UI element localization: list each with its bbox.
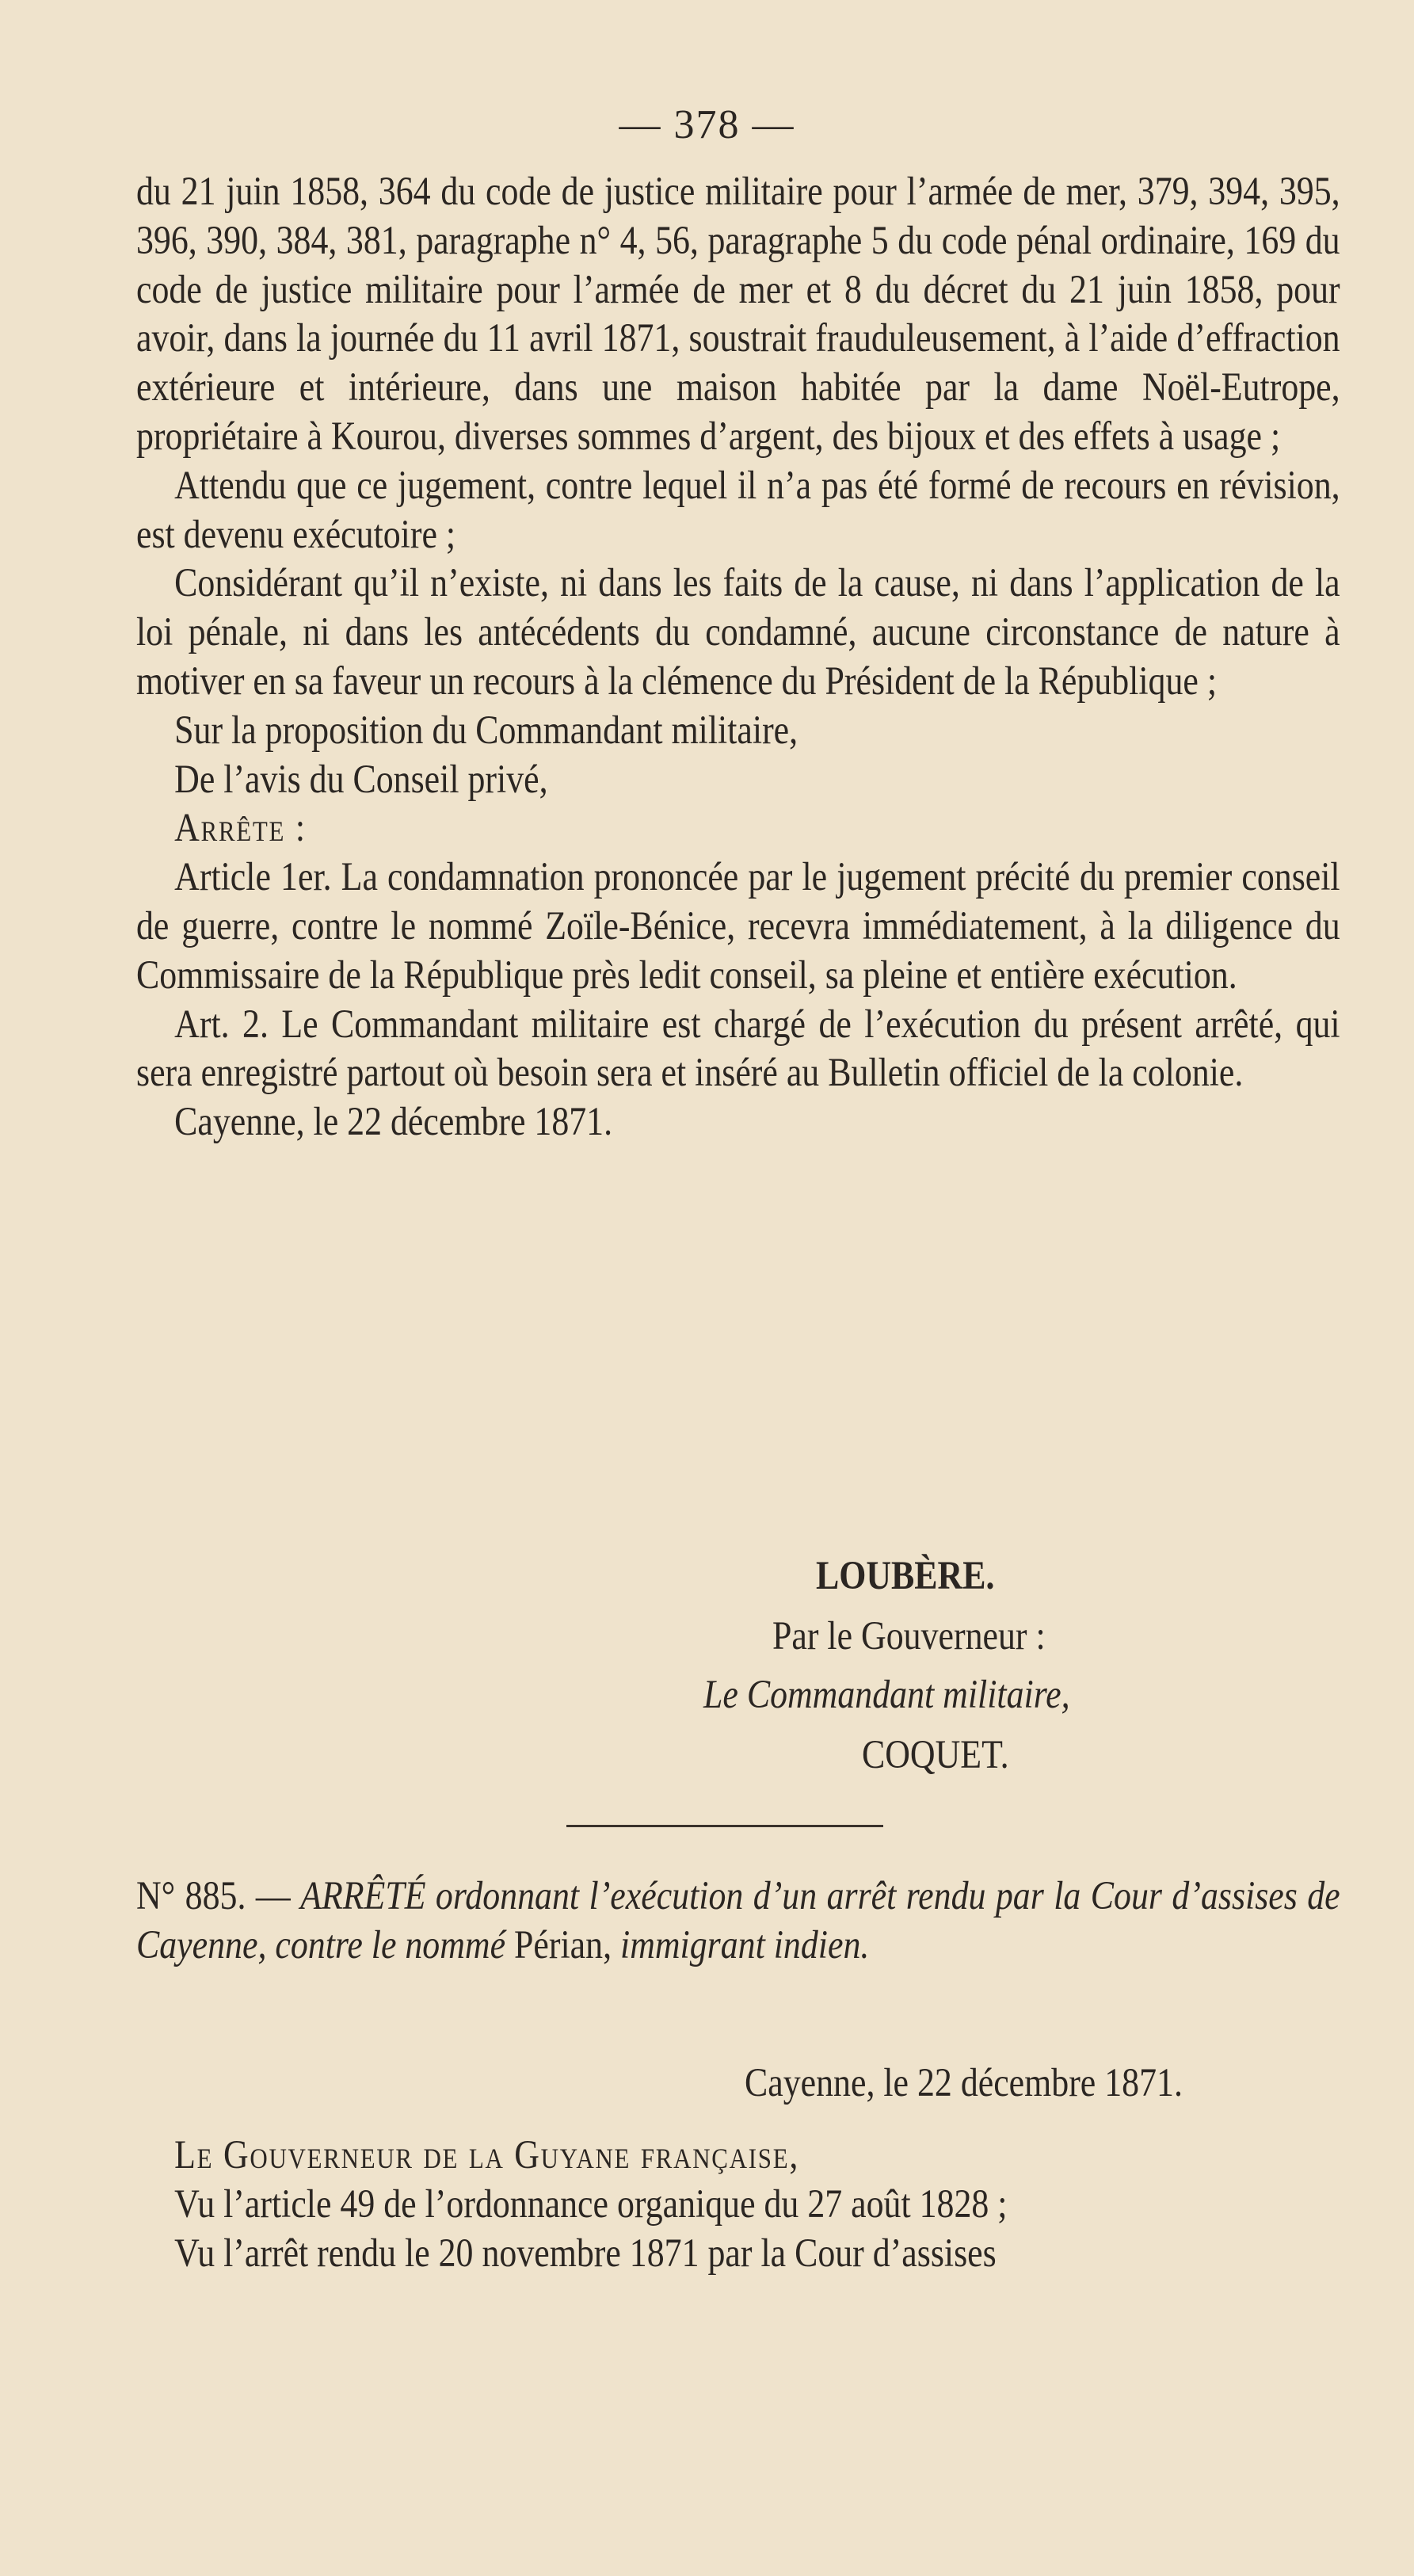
paragraph-date: Cayenne, le 22 décembre 1871. [174,1100,613,1145]
paragraph-article-1: Article 1er. La condamnation prononcée par le jugement précité du premier conseil de guerre, contre le nommé Zoïle-Bénice, recevra immédiatement, à la diligence du Commissaire de la République près ledit conseil, sa pleine et entière exécution. [136,855,1340,998]
section-divider [566,1825,883,1827]
signature-by: Par le Gouverneur : [772,1614,1046,1658]
decree-body [136,2131,1340,2278]
paragraph-considerant: Considérant qu’il n’existe, ni dans les faits de la cause, ni dans l’application de la loi pénale, ni dans les antécédents du condamné, aucune circonstance de nature à motiver en sa faveur un recours à la clémence du Président de la République ; [136,561,1340,704]
paragraph-proposition: Sur la proposition du Commandant militaire, [174,708,798,753]
decree-person-name: Périan, [514,1922,612,1967]
paragraph-arrete: Arrête : [174,806,307,851]
paragraph-avis: De l’avis du Conseil privé, [174,757,548,802]
page-number: — 378 — [619,102,795,147]
signature-name: LOUBÈRE. [816,1554,995,1598]
paragraph-charges: du 21 juin 1858, 364 du code de justice militaire pour l’armée de mer, 379, 394, 395, 396, 390, 384, 381, paragraphe n° 4, 56, paragraphe 5 du code pénal ordinaire, 169 du code de justice militaire pour l’armée de mer et 8 du décret du 21 juin 1858, pour avoir, dans la journée du 11 avril 1871, soustrait frauduleusement, à l’aide d’effraction extérieure et intérieure, dans une maison habitée par la dame Noël-Eutrope, propriétaire à Kourou, diverses sommes d’argent, des bijoux et des effets à usage ; [136,170,1340,459]
decree-number: N° 885. — [136,1874,291,1918]
decree-title: ARRÊTÉ ordonnant l’exécution d’un arrêt rendu par la Cour d’assises de Cayenne, contre le nommé [136,1874,1340,1967]
decree-title-end: immigrant indien. [620,1922,870,1967]
decree-heading [136,1872,1340,1971]
paragraph-article-2: Art. 2. Le Commandant militaire est chargé de l’exécution du présent arrêté, qui sera enregistré partout où besoin sera et inséré au Bulletin officiel de la colonie. [136,1002,1340,1096]
decree-line-vu-arret: Vu l’arrêt rendu le 20 novembre 1871 par la Cour d’assises [174,2231,997,2276]
decree-line-governor: Le Gouverneur de la Guyane française, [174,2133,800,2177]
signature-signer: COQUET. [862,1733,1009,1777]
decree-dateline: Cayenne, le 22 décembre 1871. [745,2061,1183,2105]
main-text [136,168,1340,1147]
signature-role: Le Commandant militaire, [703,1673,1070,1717]
paragraph-attendu: Attendu que ce jugement, contre lequel il n’a pas été formé de recours en révision, est devenu exécutoire ; [136,463,1340,557]
decree-line-vu-article: Vu l’article 49 de l’ordonnance organique du 27 août 1828 ; [174,2181,1008,2227]
